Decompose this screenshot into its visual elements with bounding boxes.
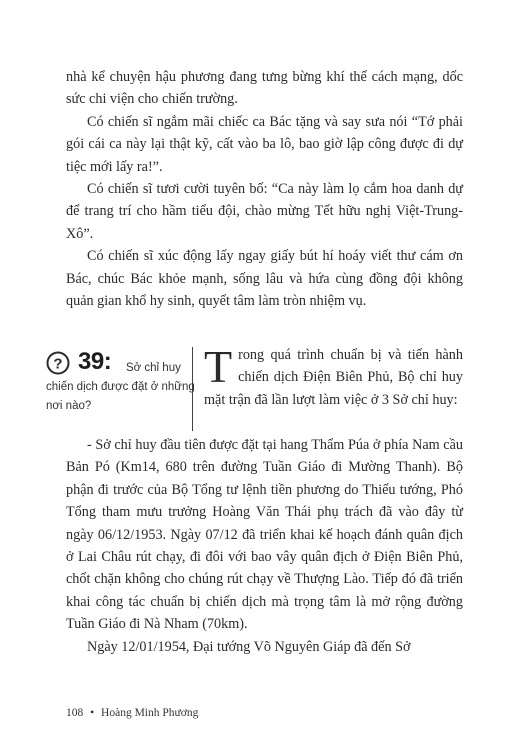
book-author: Hoàng Minh Phương xyxy=(101,707,199,719)
answer-intro xyxy=(204,341,463,411)
answer-text xyxy=(66,434,463,658)
intro-paragraph-2: Có chiến sĩ ngắm mãi chiếc ca Bác tặng và say sưa nói “Tớ phải gói cái ca này lại thật kỹ, cất vào ba lô, bao giờ lập công được đi dự tiệc mới lấy ra!”. xyxy=(66,113,463,175)
answer-intro-text: rong quá trình chuẩn bị và tiến hành chiến dịch Điện Biên Phủ, Bộ chỉ huy mặt trận đã lần lượt làm việc ở 3 Sở chỉ huy: xyxy=(204,347,463,408)
question-text: Sở chỉ huy chiến dịch được đặt ở những nơi nào? xyxy=(46,362,195,412)
answer-paragraph-2: Ngày 12/01/1954, Đại tướng Võ Nguyên Giáp đã đến Sở xyxy=(87,638,411,655)
intro-paragraph-3: Có chiến sĩ tươi cười tuyên bố: “Ca này làm lọ cắm hoa danh dự để trang trí cho hầm tiểu đội, chào mừng Tết hữu nghị Việt-Trung-Xô”. xyxy=(66,181,463,242)
intro-paragraph-4: Có chiến sĩ xúc động lấy ngay giấy bút hí hoáy viết thư cám ơn Bác, chúc Bác khỏe mạnh, sống lâu và hứa cùng đồng đội không quản gian khổ hy sinh, quyết tâm làm tròn nhiệm vụ. xyxy=(66,248,463,310)
intro-text xyxy=(66,66,463,312)
page-footer xyxy=(66,707,202,719)
footer-separator: • xyxy=(90,707,95,719)
question-box xyxy=(26,347,193,431)
intro-paragraph-1: nhà kể chuyện hậu phương đang tưng bừng khí thế cách mạng, dốc sức chi viện cho chiến trường. xyxy=(66,69,463,108)
answer-paragraph-1: - Sở chỉ huy đầu tiên được đặt tại hang Thẩm Púa ở phía Nam cầu Bản Pó (Km14, 680 trên đường Tuần Giáo đi Mường Thanh). Bộ phận đi trước của Bộ Tổng tư lệnh tiền phương do Thiếu tướng, Phó Tổng tham mưu trưởng Hoàng Văn Thái phụ trách đã vào đây từ ngày 06/12/1953. Ngày 07/12 đã triển khai kế hoạch đánh quân địch ở Lai Châu rút chạy, đi đôi với bao vây quân địch ở Điện Biên Phủ, chốt chặn không cho chúng rút chạy về Thượng Lào. Tiếp đó đã triển khai công tác chuẩn bị chiến dịch mà trọng tâm là mở rộng đường Tuần Giáo đi Nà Nham (70km). xyxy=(66,437,463,633)
question-number: 39: xyxy=(78,348,112,375)
drop-cap: T xyxy=(204,341,233,392)
page-number: 108 xyxy=(66,707,84,719)
svg-text:?: ? xyxy=(53,355,63,373)
